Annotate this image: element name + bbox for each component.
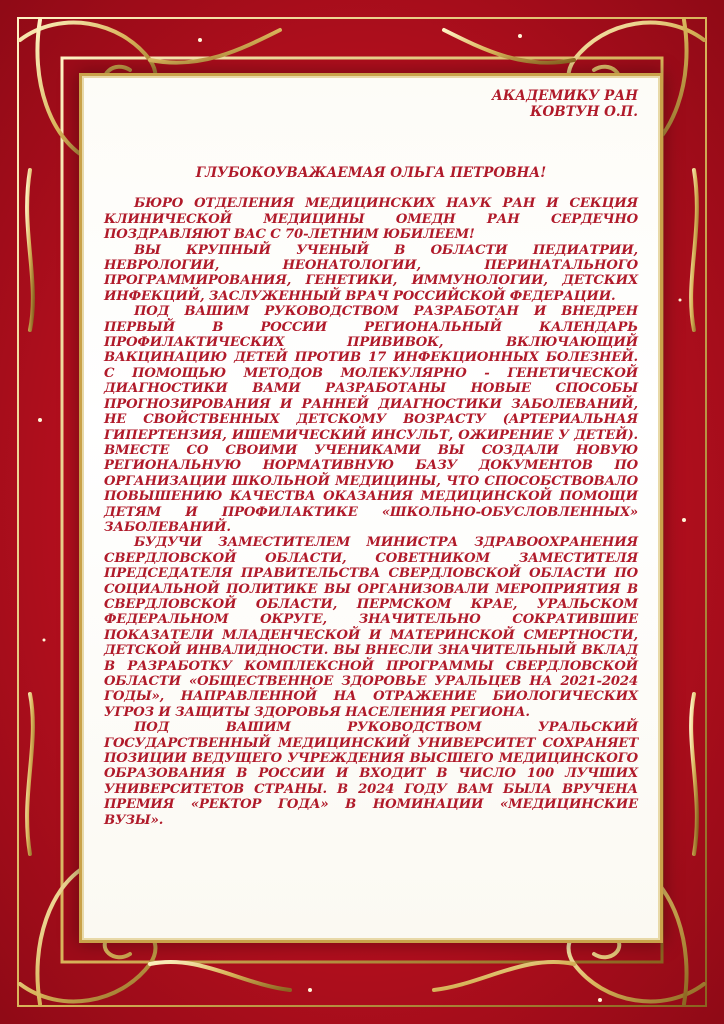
- addressee: [104, 88, 638, 120]
- addressee-title: АКАДЕМИКУ РАН: [491, 88, 638, 104]
- letter-body: [104, 88, 638, 828]
- addressee-name: КОВТУН О.П.: [530, 104, 638, 120]
- paragraph: БЮРО ОТДЕЛЕНИЯ МЕДИЦИНСКИХ НАУК РАН И СЕКЦИЯ КЛИНИЧЕСКОЙ МЕДИЦИНЫ ОМЕДН РАН СЕРДЕЧНО ПОЗДРАВЛЯЮТ ВАС С 70-ЛЕТНИМ ЮБИЛЕЕМ!: [104, 196, 638, 243]
- greeting: ГЛУБОКОУВАЖАЕМАЯ ОЛЬГА ПЕТРОВНА!: [195, 165, 547, 181]
- paragraph: ВЫ КРУПНЫЙ УЧЕНЫЙ В ОБЛАСТИ ПЕДИАТРИИ, НЕВРОЛОГИИ, НЕОНАТОЛОГИИ, ПЕРИНАТАЛЬНОГО ПРОГРАММИРОВАНИЯ, ГЕНЕТИКИ, ИММУНОЛОГИИ, ДЕТСКИХ ИНФЕКЦИЙ, ЗАСЛУЖЕННЫЙ ВРАЧ РОССИЙСКОЙ ФЕДЕРАЦИИ.: [104, 242, 638, 304]
- paragraph: ПОД ВАШИМ РУКОВОДСТВОМ РАЗРАБОТАН И ВНЕДРЕН ПЕРВЫЙ В РОССИИ РЕГИОНАЛЬНЫЙ КАЛЕНДАРЬ ПРОФИЛАКТИЧЕСКИХ ПРИВИВОК, ВКЛЮЧАЮЩИЙ ВАКЦИНАЦИЮ ДЕТЕЙ ПРОТИВ 17 ИНФЕКЦИОННЫХ БОЛЕЗНЕЙ. С ПОМОЩЬЮ МЕТОДОВ МОЛЕКУЛЯРНО - ГЕНЕТИЧЕСКОЙ ДИАГНОСТИКИ ВАМИ РАЗРАБОТАНЫ НОВЫЕ СПОСОБЫ ПРОГНОЗИРОВАНИЯ И РАННЕЙ ДИАГНОСТИКИ ЗАБОЛЕВАНИЙ, НЕ СВОЙСТВЕННЫХ ДЕТСКОМУ ВОЗРАСТУ (АРТЕРИАЛЬНАЯ ГИПЕРТЕНЗИЯ, ИШЕМИЧЕСКИЙ ИНСУЛЬТ, ОЖИРЕНИЕ У ДЕТЕЙ). ВМЕСТЕ СО СВОИМИ УЧЕНИКАМИ ВЫ СОЗДАЛИ НОВУЮ РЕГИОНАЛЬНУЮ НОРМАТИВНУЮ БАЗУ ДОКУМЕНТОВ ПО ОРГАНИЗАЦИИ ШКОЛЬНОЙ МЕДИЦИНЫ, ЧТО СПОСОБСТВОВАЛО ПОВЫШЕНИЮ КАЧЕСТВА ОКАЗАНИЯ МЕДИЦИНСКОЙ ПОМОЩИ ДЕТЯМ И ПРОФИЛАКТИКЕ «ШКОЛЬНО-ОБУСЛОВЛЕННЫХ» ЗАБОЛЕВАНИЙ.: [104, 304, 638, 535]
- paragraph: БУДУЧИ ЗАМЕСТИТЕЛЕМ МИНИСТРА ЗДРАВООХРАНЕНИЯ СВЕРДЛОВСКОЙ ОБЛАСТИ, СОВЕТНИКОМ ЗАМЕСТИТЕЛЯ ПРЕДСЕДАТЕЛЯ ПРАВИТЕЛЬСТВА СВЕРДЛОВСКОЙ ОБЛАСТИ ПО СОЦИАЛЬНОЙ ПОЛИТИКЕ ВЫ ОРГАНИЗОВАЛИ МЕРОПРИЯТИЯ В СВЕРДЛОВСКОЙ ОБЛАСТИ, ПЕРМСКОМ КРАЕ, УРАЛЬСКОМ ФЕДЕРАЛЬНОМ ОКРУГЕ, ЗНАЧИТЕЛЬНО СОКРАТИВШИЕ ПОКАЗАТЕЛИ МЛАДЕНЧЕСКОЙ И МАТЕРИНСКОЙ СМЕРТНОСТИ, ДЕТСКОЙ ИНВАЛИДНОСТИ. ВЫ ВНЕСЛИ ЗНАЧИТЕЛЬНЫЙ ВКЛАД В РАЗРАБОТКУ КОМПЛЕКСНОЙ ПРОГРАММЫ СВЕРДЛОВСКОЙ ОБЛАСТИ «ОБЩЕСТВЕННОЕ ЗДОРОВЬЕ УРАЛЬЦЕВ НА 2021-2024 ГОДЫ», НАПРАВЛЕННОЙ НА ОТРАЖЕНИЕ БИОЛОГИЧЕСКИХ УГРОЗ И ЗАЩИТЫ ЗДОРОВЬЯ НАСЕЛЕНИЯ РЕГИОНА.: [104, 535, 638, 720]
- paragraph: ПОД ВАШИМ РУКОВОДСТВОМ УРАЛЬСКИЙ ГОСУДАРСТВЕННЫЙ МЕДИЦИНСКИЙ УНИВЕРСИТЕТ СОХРАНЯЕТ ПОЗИЦИИ ВЕДУЩЕГО УЧРЕЖДЕНИЯ ВЫСШЕГО МЕДИЦИНСКОГО ОБРАЗОВАНИЯ В РОССИИ И ВХОДИТ В ЧИСЛО 100 ЛУЧШИХ УНИВЕРСИТЕТОВ СТРАНЫ. В 2024 ГОДУ ВАМ БЫЛА ВРУЧЕНА ПРЕМИЯ «РЕКТОР ГОДА» В НОМИНАЦИИ «МЕДИЦИНСКИЕ ВУЗЫ».: [104, 720, 638, 828]
